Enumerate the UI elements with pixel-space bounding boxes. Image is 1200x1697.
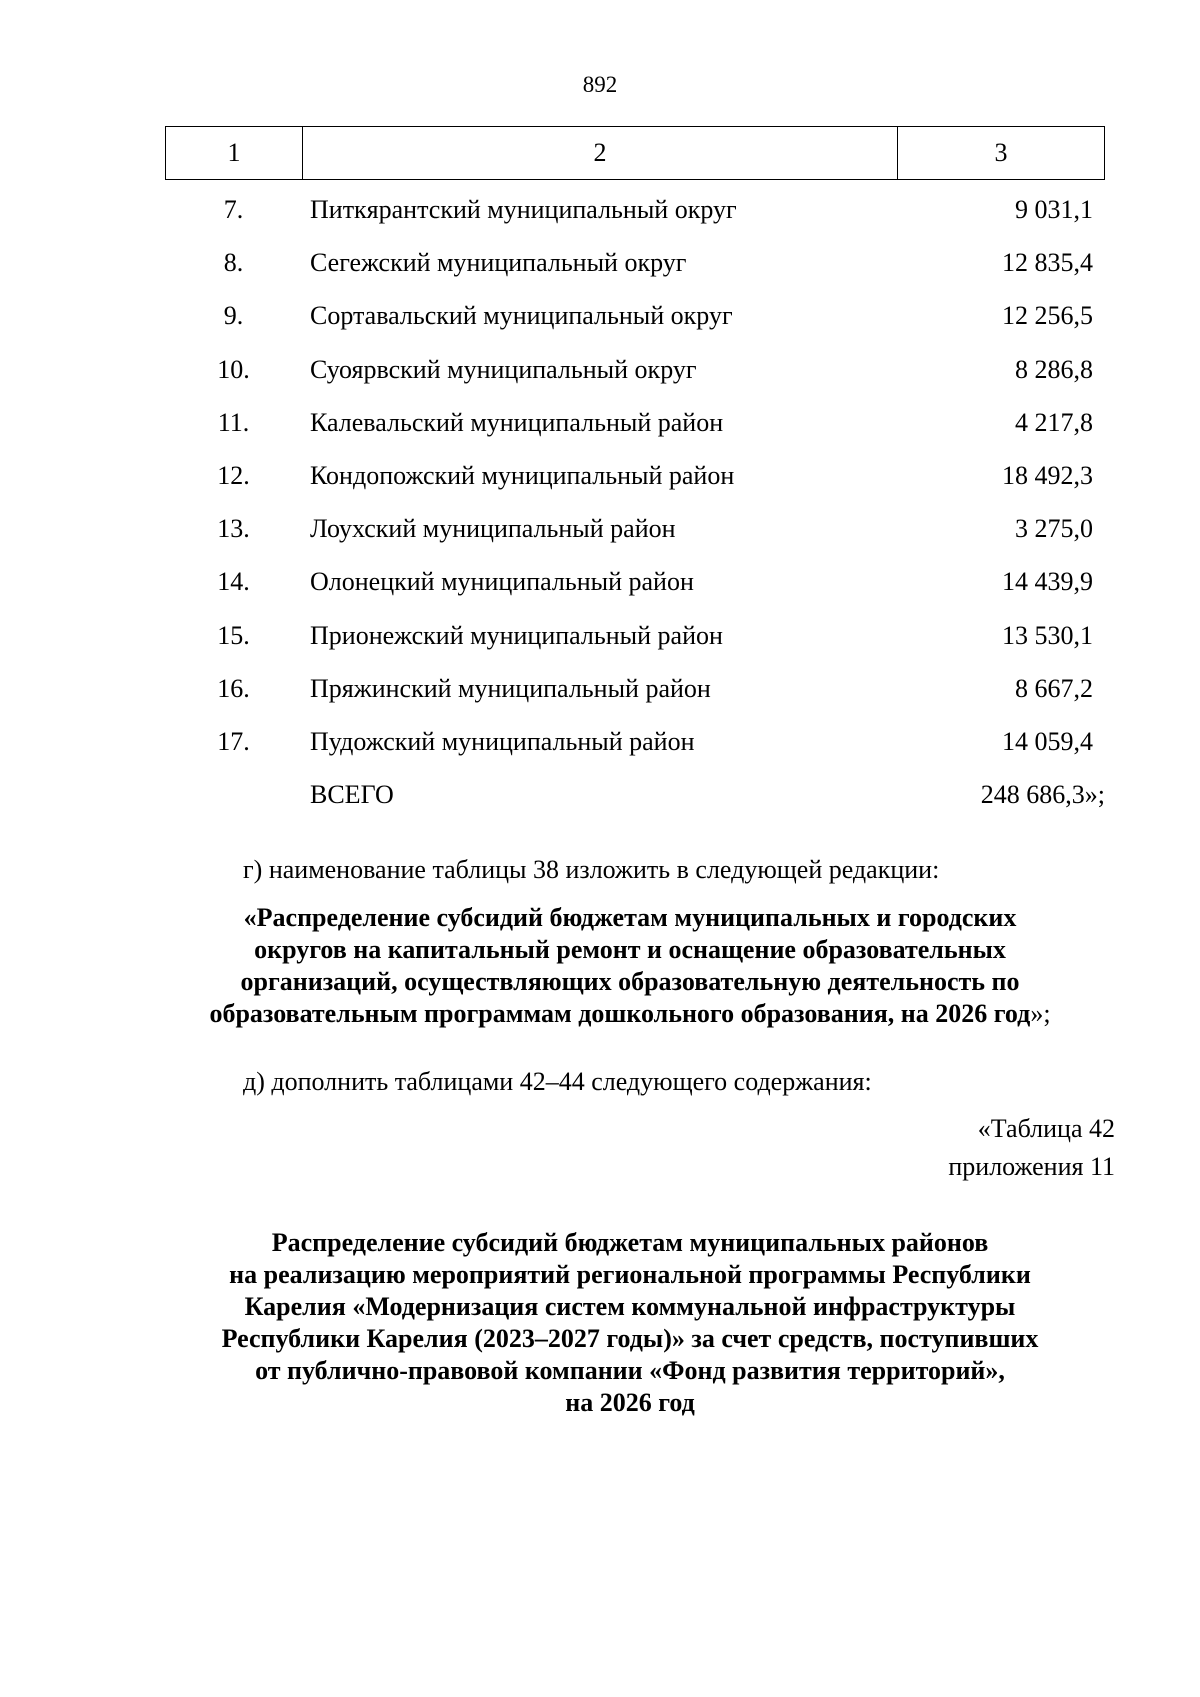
- table-38-title-line: [150, 998, 1110, 1030]
- table-38-title: [150, 902, 1110, 1030]
- row-number: 16.: [217, 673, 250, 703]
- header-cell-1: 1: [166, 127, 303, 179]
- total-label: ВСЕГО: [310, 780, 394, 810]
- total-value: 248 686,3»;: [980, 780, 1105, 810]
- row-value: 9 031,1: [1015, 195, 1093, 224]
- row-value: 18 492,3: [1002, 460, 1093, 490]
- row-name: Суоярвский муниципальный округ: [310, 354, 697, 384]
- table-row: [165, 504, 1105, 557]
- row-number: 12.: [217, 460, 250, 490]
- page-number: 892: [582, 72, 618, 97]
- table-42-title-line: на реализацию мероприятий региональной программы Республики: [229, 1260, 1031, 1289]
- row-name: Прионежский муниципальный район: [310, 620, 723, 650]
- row-name: Питкярантский муниципальный округ: [310, 195, 737, 224]
- row-number: 10.: [217, 354, 250, 384]
- table-row: [165, 398, 1105, 451]
- row-name: Олонецкий муниципальный район: [310, 567, 694, 597]
- table-reference-line-2: приложения 11: [948, 1152, 1115, 1181]
- table-row: [165, 345, 1105, 398]
- table-row: [165, 664, 1105, 717]
- table-42-title-line: Карелия «Модернизация систем коммунальной инфраструктуры: [244, 1292, 1016, 1321]
- table-row: [165, 291, 1105, 344]
- row-name: Лоухский муниципальный район: [310, 514, 676, 544]
- table-row: [165, 611, 1105, 664]
- table-38-title-line: организаций, осуществляющих образовательную деятельность по: [240, 967, 1020, 996]
- paragraph-d: д) дополнить таблицами 42–44 следующего содержания:: [243, 1067, 872, 1096]
- table-row: [165, 557, 1105, 610]
- table-row: [165, 451, 1105, 504]
- row-value: 14 439,9: [1002, 567, 1093, 597]
- row-number: 9.: [223, 301, 244, 331]
- table-42-title-line: Республики Карелия (2023–2027 годы)» за счет средств, поступивших: [221, 1324, 1039, 1353]
- row-name: Кондопожский муниципальный район: [310, 460, 735, 490]
- table-38-title-last-line: образовательным программам дошкольного образования, на 2026 год: [209, 999, 1031, 1028]
- row-value: 8 286,8: [1015, 354, 1093, 384]
- table-reference-line-1: «Таблица 42: [977, 1114, 1115, 1143]
- row-name: Калевальский муниципальный район: [310, 407, 724, 437]
- table-38-title-line: «Распределение субсидий бюджетам муниципальных и городских: [243, 903, 1017, 932]
- header-cell-3: 3: [994, 138, 1008, 167]
- table-42-title-line: на 2026 год: [565, 1388, 695, 1417]
- table-row: [165, 238, 1105, 291]
- row-name: Пудожский муниципальный район: [310, 726, 695, 756]
- table-total-row: [165, 770, 1105, 823]
- row-name: Пряжинский муниципальный район: [310, 673, 711, 703]
- table-42-title-line: Распределение субсидий бюджетам муниципальных районов: [271, 1228, 989, 1257]
- table-header: [165, 126, 1105, 180]
- table-38-title-suffix: »;: [1030, 999, 1051, 1028]
- paragraph-g: г) наименование таблицы 38 изложить в следующей редакции:: [243, 855, 940, 884]
- row-number: 14.: [217, 567, 250, 597]
- header-cell-2: 2: [303, 127, 898, 179]
- table-42-title-line: от публично-правовой компании «Фонд развития территорий»,: [255, 1356, 1005, 1385]
- row-number: 17.: [217, 726, 250, 756]
- table-reference: [948, 1110, 1115, 1186]
- row-value: 12 256,5: [1002, 301, 1093, 331]
- row-value: 4 217,8: [1015, 407, 1093, 437]
- row-value: 12 835,4: [1002, 248, 1093, 278]
- table-row: [165, 717, 1105, 770]
- table-38-title-line: округов на капитальный ремонт и оснащение образовательных: [254, 935, 1006, 964]
- row-name: Сегежский муниципальный округ: [310, 248, 687, 278]
- row-number: 8.: [223, 248, 244, 278]
- row-number: 11.: [217, 407, 250, 437]
- row-number: 15.: [217, 620, 250, 650]
- row-value: 3 275,0: [1015, 514, 1093, 544]
- table-row: [165, 185, 1105, 238]
- row-value: 8 667,2: [1015, 673, 1093, 703]
- row-value: 14 059,4: [1002, 726, 1093, 756]
- row-number: 7.: [223, 195, 244, 224]
- table-body: [165, 185, 1105, 823]
- table-42-title: [150, 1227, 1110, 1419]
- row-name: Сортавальский муниципальный округ: [310, 301, 733, 331]
- row-value: 13 530,1: [1002, 620, 1093, 650]
- row-number: 13.: [217, 514, 250, 544]
